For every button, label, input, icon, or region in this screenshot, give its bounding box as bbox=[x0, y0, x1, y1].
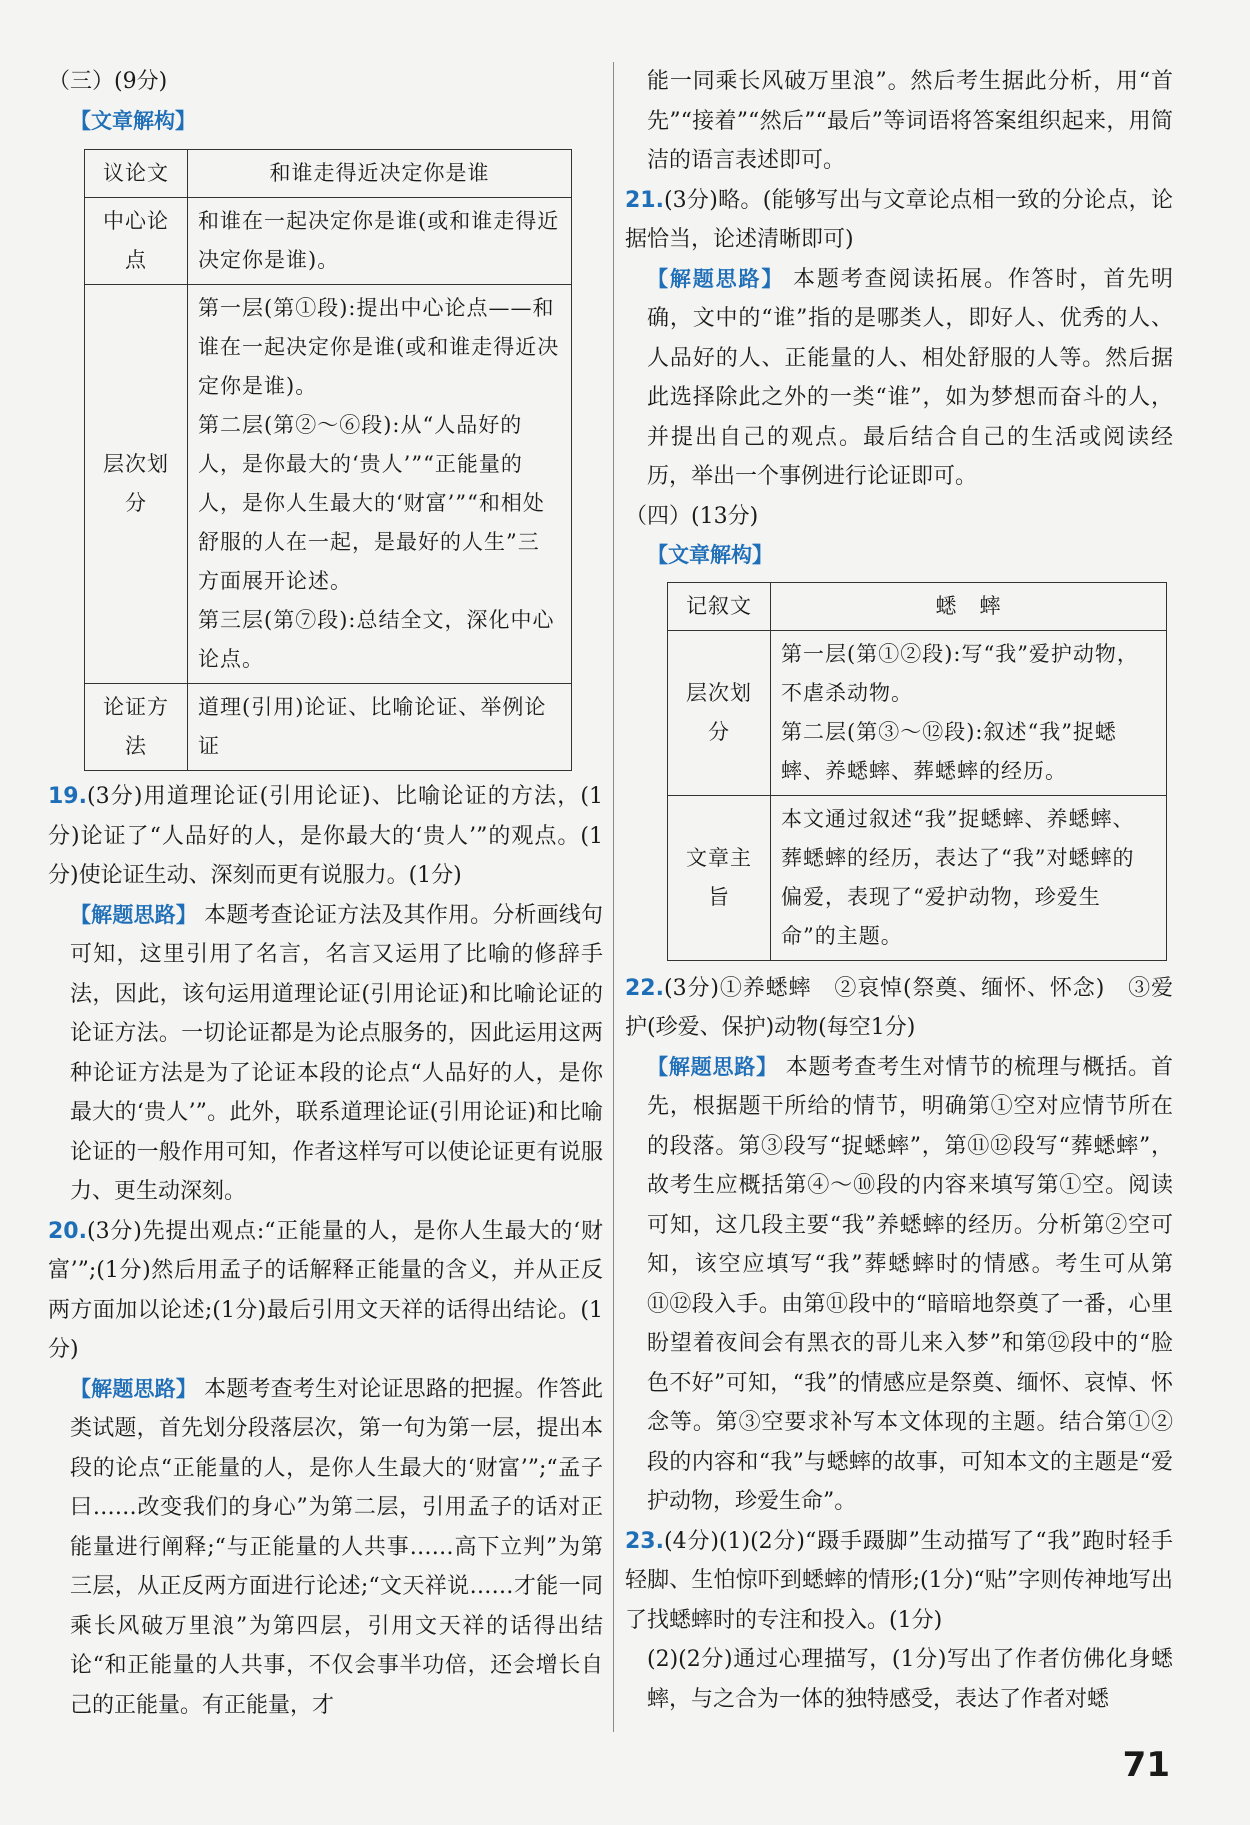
table-row bbox=[668, 795, 1167, 960]
q20-analysis: 【解题思路】 本题考查考生对论证思路的把握。作答此类试题，首先划分段落层次，第一句为第一层，提出本段的论点“正能量的人，是你人生最大的‘财富’”;“孟子曰……改变我们的身心”为第二层，引用孟子的话对正能量进行阐释;“与正能量的人共事……高下立判”为第三层，从正反两方面进行论述;“文天祥说……才能一同乘长风破万里浪”为第四层，引用文天祥的话得出结论“和正能量的人共事，不仅会事半功倍，还会增长自己的正能量。有正能量，才 bbox=[70, 1376, 603, 1718]
layer-1: 第一层(第①段):提出中心论点——和谁在一起决定你是谁(或和谁走得近决定你是谁)。 bbox=[198, 296, 560, 398]
section-4-structure-table bbox=[667, 582, 1167, 961]
q23-answer-1: 23.(4分)(1)(2分)“蹑手蹑脚”生动描写了“我”跑时轻手轻脚、生怕惊吓到蟋蟀的情形;(1分)“贴”字则传神地写出了找蟋蟀时的专注和投入。(1分) bbox=[625, 1528, 1173, 1633]
q20-analysis-continued: 能一同乘长风破万里浪”。然后考生据此分析，用“首先”“接着”“然后”“最后”等词语将答案组织起来，用简洁的语言表述即可。 bbox=[647, 69, 1173, 173]
layer-3: 第三层(第⑦段):总结全文，深化中心论点。 bbox=[198, 608, 555, 671]
row-label: 层次划分 bbox=[85, 285, 188, 684]
q23-answer-2: (2)(2分)通过心理描写，(1分)写出了作者仿佛化身蟋蟀，与之合为一体的独特感受，表达了作者对蟋 bbox=[647, 1647, 1173, 1712]
row-content bbox=[188, 285, 572, 684]
table-header-right: 蟋 蟀 bbox=[771, 582, 1167, 630]
q20-number: 20. bbox=[48, 1218, 87, 1244]
row-content: 道理(引用)论证、比喻论证、举例论证 bbox=[188, 684, 572, 771]
q21-answer: 21.(3分)略。(能够写出与文章论点相一致的分论点，论据恰当，论述清晰即可) bbox=[625, 187, 1173, 252]
table-row bbox=[85, 285, 572, 684]
q19-number: 19. bbox=[48, 784, 87, 809]
layer-2: 第二层(第③～⑫段):叙述“我”捉蟋蟀、养蟋蟀、葬蟋蟀的经历。 bbox=[781, 719, 1117, 783]
left-column bbox=[48, 62, 603, 1725]
q21-number: 21. bbox=[625, 187, 664, 213]
right-column bbox=[625, 62, 1173, 1719]
q21-analysis: 【解题思路】 本题考查阅读拓展。作答时，首先明确，文中的“谁”指的是哪类人，即好人、优秀的人、人品好的人、正能量的人、相处舒服的人等。然后据此选择除此之外的一类“谁”，如为梦想而奋斗的人，并提出自己的观点。最后结合自己的生活或阅读经历，举出一个事例进行论证即可。 bbox=[647, 266, 1173, 489]
table-row bbox=[85, 684, 572, 771]
q23-number: 23. bbox=[625, 1528, 664, 1554]
table-row bbox=[85, 198, 572, 285]
section-3-structure-table bbox=[84, 149, 572, 771]
row-content bbox=[771, 630, 1167, 795]
section-3-structure-label: 【文章解构】 bbox=[70, 108, 196, 133]
table-header-right: 和谁走得近决定你是谁 bbox=[188, 150, 572, 198]
section-4-heading: （四）(13分) bbox=[625, 503, 759, 529]
table-header-left: 议论文 bbox=[85, 150, 188, 198]
q19-analysis: 【解题思路】 本题考查论证方法及其作用。分析画线句可知，这里引用了名言，名言又运用了比喻的修辞手法，因此，该句运用道理论证(引用论证)和比喻论证的论证方法。一切论证都是为论点服务的，因此运用这两种论证方法是为了论证本段的论点“人品好的人，是你最大的‘贵人’”。此外，联系道理论证(引用论证)和比喻论证的一般作用可知，作者这样写可以使论证更有说服力、更生动深刻。 bbox=[70, 902, 603, 1204]
page-number: 71 bbox=[1122, 1745, 1170, 1785]
section-3-heading: （三）(9分) bbox=[48, 69, 168, 94]
row-content: 本文通过叙述“我”捉蟋蟀、养蟋蟀、葬蟋蟀的经历，表达了“我”对蟋蟀的偏爱，表现了“爱护动物，珍爱生命”的主题。 bbox=[771, 795, 1167, 960]
q19-analysis-label: 【解题思路】 bbox=[70, 902, 197, 927]
table-header-row bbox=[668, 582, 1167, 630]
layer-2: 第二层(第②～⑥段):从“人品好的人，是你最大的‘贵人’”“正能量的人，是你人生最大的‘财富’”“和相处舒服的人在一起，是最好的人生”三方面展开论述。 bbox=[198, 413, 545, 593]
row-label: 文章主旨 bbox=[668, 795, 771, 960]
table-row bbox=[668, 630, 1167, 795]
q22-analysis-label: 【解题思路】 bbox=[647, 1054, 778, 1079]
layer-1: 第一层(第①②段):写“我”爱护动物，不虐杀动物。 bbox=[781, 641, 1139, 705]
q20-analysis-label: 【解题思路】 bbox=[70, 1376, 197, 1401]
q19-answer: 19.(3分)用道理论证(引用论证)、比喻论证的方法，(1分)论证了“人品好的人，是你最大的‘贵人’”的观点。(1分)使论证生动、深刻而更有说服力。(1分) bbox=[48, 784, 603, 888]
section-4-structure-label: 【文章解构】 bbox=[647, 543, 773, 567]
q22-answer: 22.(3分)①养蟋蟀 ②哀悼(祭奠、缅怀、怀念) ③爱护(珍爱、保护)动物(每空1分) bbox=[625, 975, 1173, 1040]
row-label: 论证方法 bbox=[85, 684, 188, 771]
row-label: 中心论点 bbox=[85, 198, 188, 285]
table-header-row bbox=[85, 150, 572, 198]
q20-answer: 20.(3分)先提出观点:“正能量的人，是你人生最大的‘财富’”;(1分)然后用孟子的话解释正能量的含义，并从正反两方面加以论述;(1分)最后引用文天祥的话得出结论。(1分) bbox=[48, 1218, 603, 1362]
row-label: 层次划分 bbox=[668, 630, 771, 795]
table-header-left: 记叙文 bbox=[668, 582, 771, 630]
q21-analysis-label: 【解题思路】 bbox=[647, 266, 785, 291]
row-content: 和谁在一起决定你是谁(或和谁走得近决定你是谁)。 bbox=[188, 198, 572, 285]
column-divider bbox=[613, 62, 614, 1732]
q22-analysis: 【解题思路】 本题考查考生对情节的梳理与概括。首先，根据题干所给的情节，明确第①空对应情节所在的段落。第③段写“捉蟋蟀”，第⑪⑫段写“葬蟋蟀”，故考生应概括第④～⑩段的内容来填写第①空。阅读可知，这几段主要“我”养蟋蟀的经历。分析第②空可知，该空应填写“我”葬蟋蟀时的情感。考生可从第⑪⑫段入手。由第⑪段中的“暗暗地祭奠了一番，心里盼望着夜间会有黑衣的哥儿来入梦”和第⑫段中的“脸色不好”可知，“我”的情感应是祭奠、缅怀、哀悼、怀念等。第③空要求补写本文体现的主题。结合第①②段的内容和“我”与蟋蟀的故事，可知本文的主题是“爱护动物，珍爱生命”。 bbox=[647, 1054, 1173, 1514]
q22-number: 22. bbox=[625, 975, 664, 1001]
